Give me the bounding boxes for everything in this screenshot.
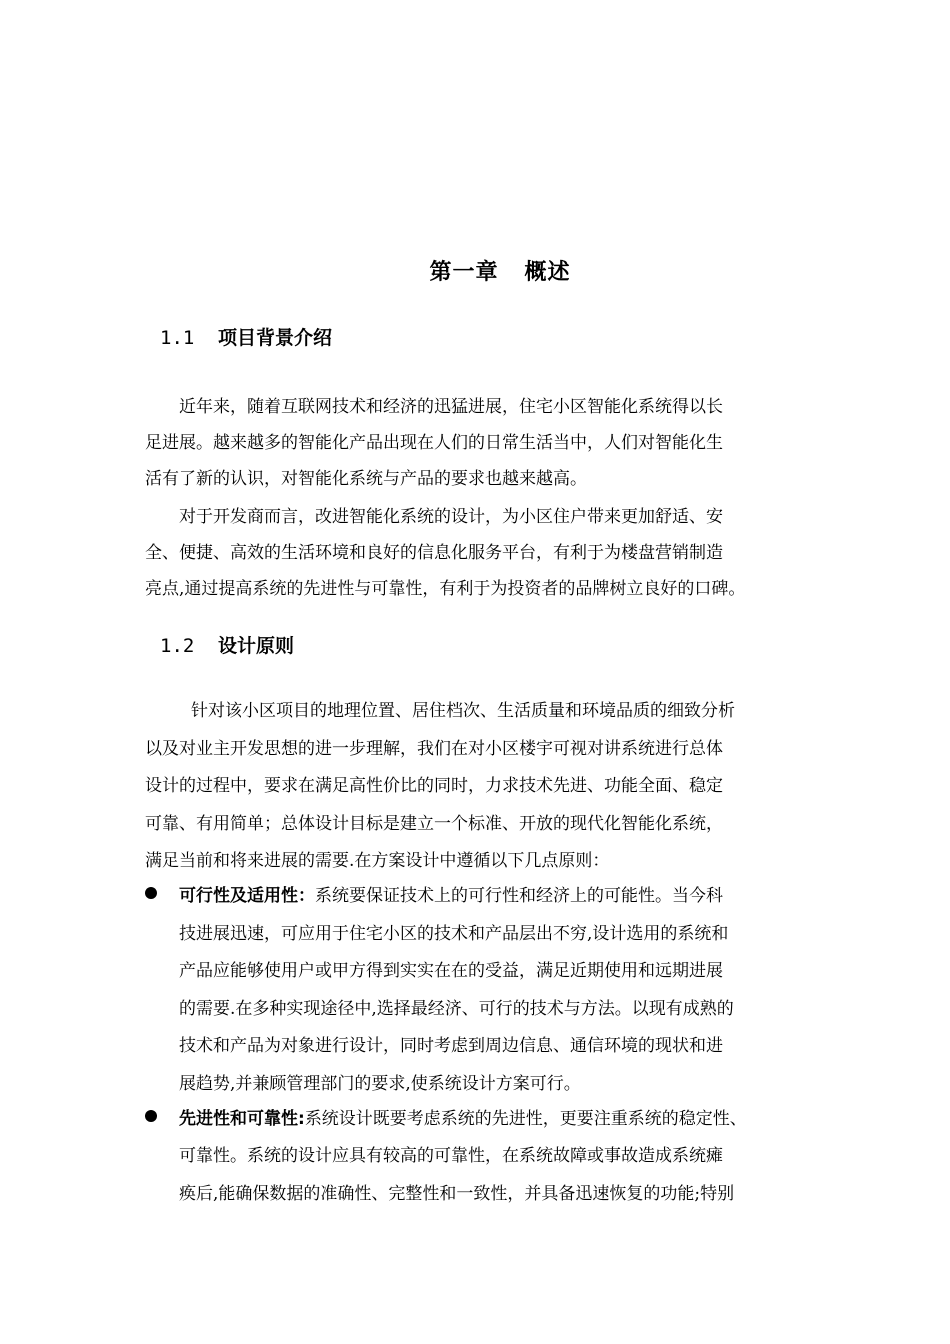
section-heading-1-2	[160, 631, 294, 658]
bullet-line: 技术和产品为对象进行设计，同时考虑到周边信息、通信环境的现状和进	[179, 1036, 723, 1056]
paragraph-line: 可靠、有用简单；总体设计目标是建立一个标准、开放的现代化智能化系统，	[145, 814, 723, 834]
bullet-icon	[145, 887, 157, 899]
paragraph-line: 全、便捷、高效的生活环境和良好的信息化服务平台，有利于为楼盘营销制造	[145, 543, 723, 563]
bullet-title: 可行性及适用性：	[179, 886, 315, 906]
paragraph-line: 近年来，随着互联网技术和经济的迅猛进展，住宅小区智能化系统得以长	[179, 397, 723, 417]
paragraph-line: 针对该小区项目的地理位置、居住档次、生活质量和环境品质的细致分析	[191, 701, 735, 721]
paragraph-line: 亮点,通过提高系统的先进性与可靠性，有利于为投资者的品牌树立良好的口碑。	[145, 579, 746, 599]
bullet-line: 的需要.在多种实现途径中,选择最经济、可行的技术与方法。以现有成熟的	[179, 999, 734, 1019]
paragraph-line: 活有了新的认识，对智能化系统与产品的要求也越来越高。	[145, 469, 587, 489]
bullet-item-first-line	[179, 1104, 747, 1129]
bullet-item-first-line	[179, 881, 723, 906]
paragraph-line: 足进展。越来越多的智能化产品出现在人们的日常生活当中，人们对智能化生	[145, 433, 723, 453]
bullet-line: 产品应能够使用户或甲方得到实实在在的受益，满足近期使用和远期进展	[179, 961, 723, 981]
paragraph-line: 满足当前和将来进展的需要.在方案设计中遵循以下几点原则：	[145, 851, 610, 871]
chapter-title	[0, 255, 950, 286]
section-number: 1.1	[160, 327, 195, 349]
chapter-name: 概述	[524, 260, 571, 285]
paragraph-line: 设计的过程中，要求在满足高性价比的同时，力求技术先进、功能全面、稳定	[145, 776, 723, 796]
bullet-text: 系统设计既要考虑系统的先进性，更要注重系统的稳定性、	[304, 1109, 747, 1129]
bullet-line: 展趋势,并兼顾管理部门的要求,使系统设计方案可行。	[179, 1074, 581, 1094]
bullet-icon	[145, 1110, 157, 1122]
chapter-number: 第一章	[429, 260, 499, 285]
bullet-line: 可靠性。系统的设计应具有较高的可靠性，在系统故障或事故造成系统瘫	[179, 1146, 723, 1166]
paragraph-line: 以及对业主开发思想的进一步理解，我们在对小区楼宇可视对讲系统进行总体	[145, 739, 723, 759]
bullet-line: 痪后,能确保数据的准确性、完整性和一致性，并具备迅速恢复的功能;特别	[179, 1184, 735, 1204]
section-number: 1.2	[160, 635, 195, 657]
section-title: 项目背景介绍	[218, 327, 333, 349]
paragraph-line: 对于开发商而言，改进智能化系统的设计，为小区住户带来更加舒适、安	[179, 507, 723, 527]
section-heading-1-1	[160, 323, 332, 350]
bullet-title: 先进性和可靠性:	[179, 1109, 305, 1129]
bullet-line: 技进展迅速，可应用于住宅小区的技术和产品层出不穷,设计选用的系统和	[179, 924, 729, 944]
section-title: 设计原则	[218, 635, 295, 657]
bullet-text: 系统要保证技术上的可行性和经济上的可能性。当今科	[315, 886, 723, 906]
